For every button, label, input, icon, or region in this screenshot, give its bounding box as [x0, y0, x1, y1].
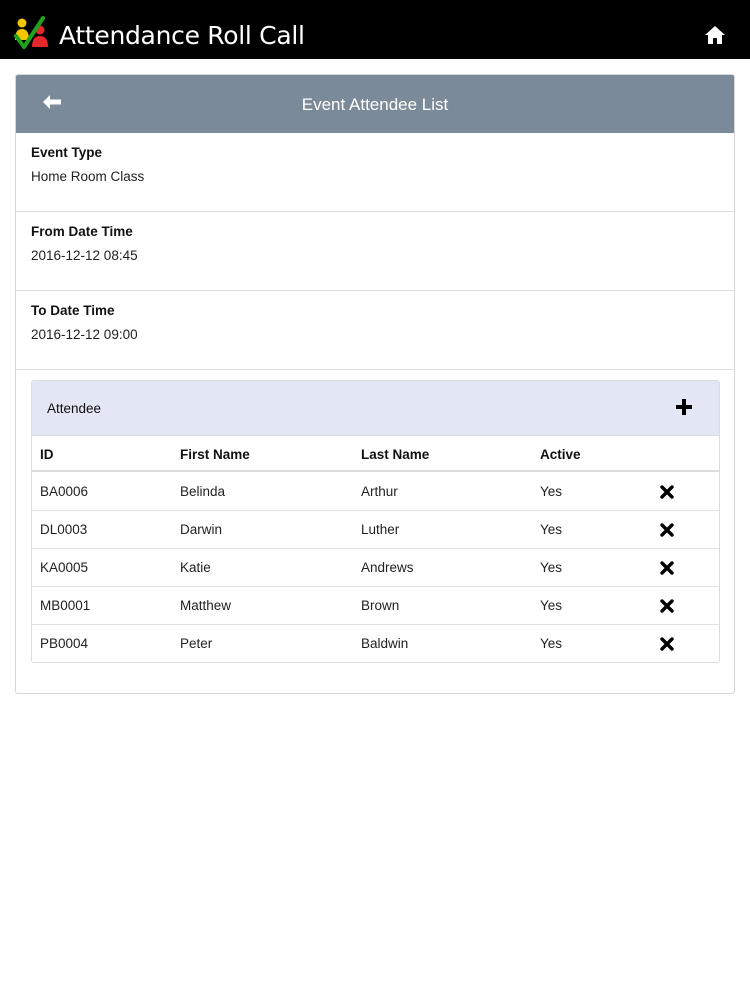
cell-first-name: Matthew [180, 598, 232, 613]
close-icon[interactable] [660, 599, 674, 613]
field-label: To Date Time [31, 303, 115, 318]
field-label: Event Type [31, 145, 103, 160]
cell-active: Yes [540, 560, 563, 575]
cell-active: Yes [540, 598, 563, 613]
cell-id: PB0004 [40, 636, 89, 651]
page-title: Event Attendee List [301, 95, 449, 114]
table-row [32, 511, 719, 549]
field-label: From Date Time [31, 224, 133, 239]
attendance-logo-icon [13, 14, 51, 52]
cell-first-name: Darwin [180, 522, 223, 537]
event-panel [15, 74, 735, 694]
cell-id: KA0005 [40, 560, 89, 575]
cell-id: BA0006 [40, 484, 89, 499]
app-title: Attendance Roll Call [59, 21, 305, 50]
field-value: Home Room Class [31, 169, 145, 184]
close-icon[interactable] [660, 637, 674, 651]
plus-icon[interactable] [676, 399, 692, 415]
cell-active: Yes [540, 484, 563, 499]
field-value: 2016-12-12 08:45 [31, 248, 138, 263]
cell-first-name: Katie [180, 560, 211, 575]
home-icon[interactable] [704, 25, 726, 45]
cell-id: MB0001 [40, 598, 91, 613]
table-row [32, 625, 719, 663]
field-value: 2016-12-12 09:00 [31, 327, 138, 342]
table-row [32, 587, 719, 625]
cell-last-name: Baldwin [361, 636, 409, 651]
table-row [32, 549, 719, 587]
app-header [0, 0, 750, 59]
attendee-table [31, 380, 720, 663]
close-icon[interactable] [660, 523, 674, 537]
close-icon[interactable] [660, 485, 674, 499]
cell-first-name: Belinda [180, 484, 226, 499]
cell-id: DL0003 [40, 522, 88, 537]
cell-last-name: Luther [361, 522, 400, 537]
cell-first-name: Peter [180, 636, 213, 651]
cell-last-name: Brown [361, 598, 400, 613]
column-header-first-name: First Name [180, 447, 250, 462]
field-event-type [16, 133, 734, 212]
cell-active: Yes [540, 636, 563, 651]
column-header-active: Active [540, 447, 581, 462]
field-from-date-time [16, 212, 734, 291]
table-header [32, 437, 719, 472]
field-to-date-time [16, 291, 734, 370]
table-row [32, 473, 719, 511]
cell-last-name: Andrews [361, 560, 414, 575]
cell-active: Yes [540, 522, 563, 537]
attendee-header [32, 381, 719, 436]
column-header-id: ID [40, 447, 54, 462]
attendee-title: Attendee [47, 401, 102, 416]
close-icon[interactable] [660, 561, 674, 575]
cell-last-name: Arthur [361, 484, 398, 499]
panel-header [16, 75, 734, 133]
column-header-last-name: Last Name [361, 447, 430, 462]
